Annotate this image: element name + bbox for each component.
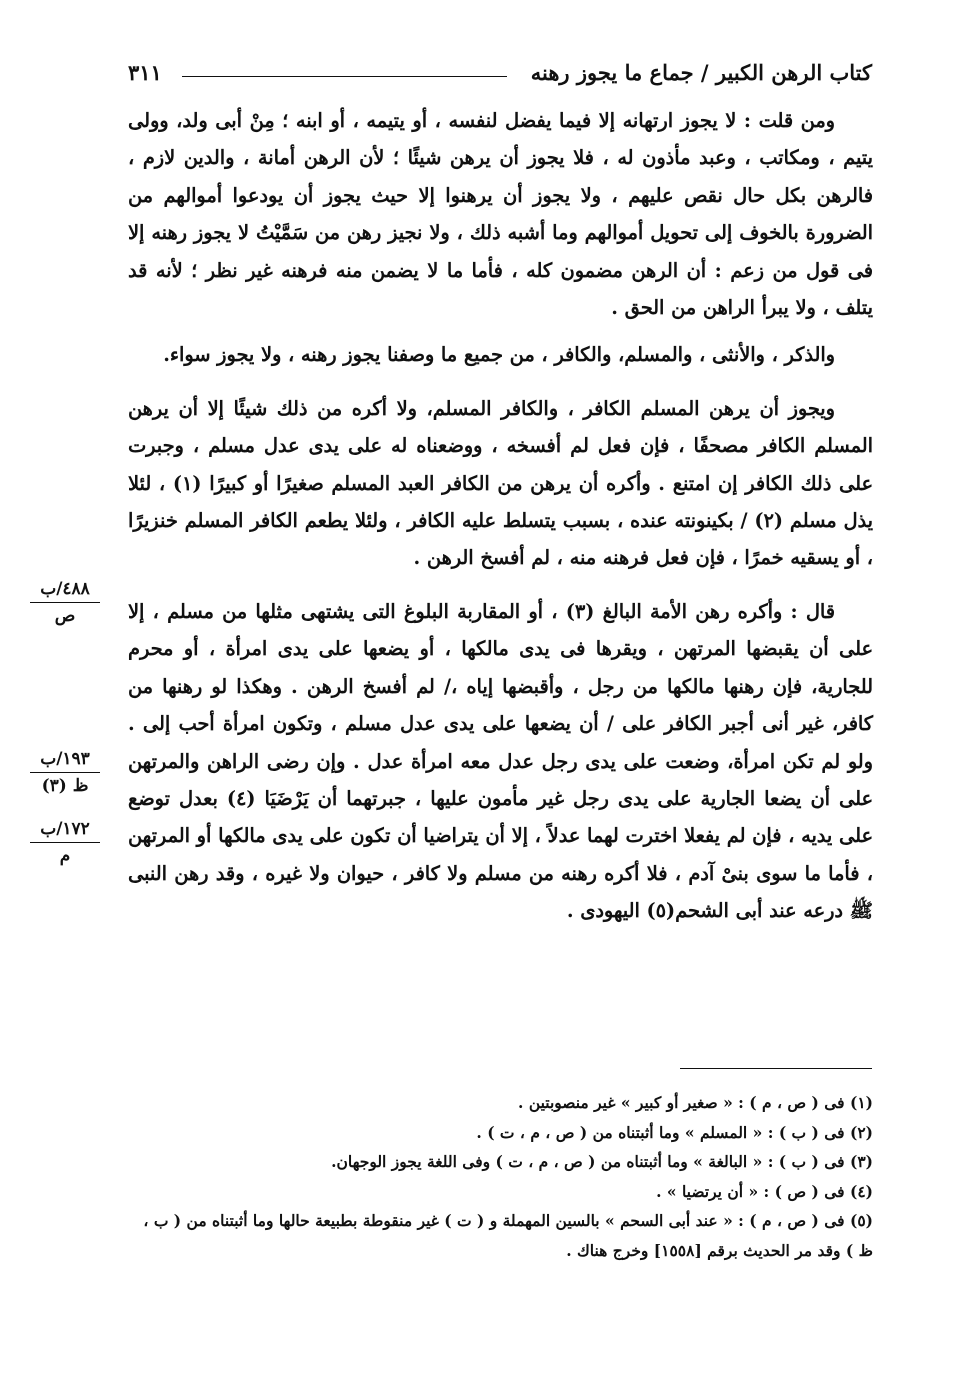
margin-note-source: ظ (٣) [41,776,89,796]
margin-note [30,578,100,627]
footnote: (٤) فى ( ص ) : « أن يرتضيا » . [656,1181,873,1201]
paragraph [128,390,873,577]
body-text [128,102,873,946]
margin-note-source: م [59,846,71,866]
paragraph [128,336,873,373]
margin-note-folio: ٤٨٨/ب [30,578,100,603]
footnote: (٣) فى ( ب ) : « البالغة » وما أثبتناه من ( ص ، م ، ت ) وفى اللغة يجوز الوجهان. [331,1152,873,1171]
footnotes [128,1088,873,1265]
paragraph-lead: قال : [790,599,835,623]
page-header [120,58,872,94]
paragraph-text: ويجوز أن يرهن المسلم الكافر ، والكافر المسلم، ولا أكره من ذلك شيئًا إلا أن يرهن المسلم الكافر مصحفًا ، فإن فعل لم أفسخه ، ووضعناه له على يدى عدل مسلم ، وجبرت على ذلك الكافر إن امتنع . وأكره أن يرهن من الكافر العبد المسلم صغيرًا أو كبيرًا (١) ، لئلا يذل مسلم (٢) / بكينونته عنده ، بسبب يتسلط عليه الكافر ، ولئلا يطعم الكافر المسلم خنزيرًا ، أو يسقيه خمرًا ، فإن فعل فرهنه منه ، لم أفسخ الرهن . [128,396,873,570]
paragraph-text: والذكر ، والأنثى ، والمسلم، والكافر ، من جميع ما وصفنا يجوز رهنه ، ولا يجوز سواء. [163,343,835,367]
margin-note-folio: ١٧٢/ب [30,818,100,843]
footnote: (١) فى ( ص ، م ) : « صغير أو كبير » غير منصوبتين . [518,1093,873,1112]
header-rule [182,76,507,77]
page-number: ٣١١ [128,60,162,85]
running-title: كتاب الرهن الكبير / جماع ما يجوز رهنه [530,60,872,85]
footnote: (٢) فى ( ب ) : « المسلم » وما أثبتناه من ( ص ، م ، ت ) . [476,1122,873,1142]
paragraph-text: ومن قلت : لا يجوز ارتهانه إلا فيما يفضل لنفسه ، أو يتيمه ، أو ابنه ؛ مِنْ أبى ولد، وولى يتيم ، ومكاتب ، وعبد مأذون له ، فلا يجوز أن يرهن شيئًا ؛ لأن الرهن أمانة ، والدين لازم ، فالرهن بكل حال نقص عليهم ، ولا يجوز أن يرهنوا إلا حيث يجوز أن يودعوا أموالهم من الضرورة بالخوف إلى تحويل أموالهم وما أشبه ذلك ، ولا نجيز رهن من سَمَّيْتُ لا يجوز رهنه إلا فى قول من زعم : أن الرهن مضمون كله ، فأما ما لا يضمن منه فرهنه غير نظر ؛ لأنه قد يتلف ، ولا يبرأ الراهن من الحق . [128,109,873,320]
margin-note [30,748,100,797]
paragraph-text: وأكره رهن الأمة البالغ (٣) ، أو المقاربة البلوغ التى يشتهى مثلها من مسلم ، إلا على أن يقبضها المرتهن ، ويقرها فى يدى مالكها ، أو يضعها على يدى امرأة ، أو محرم للجارية، فإن رهنها مالكها من رجل ، وأقبضها إياه ،/ لم أفسخ الرهن . وهكذا لو رهنها من كافر، غير أنى أجبر الكافر على / أن يضعها على يدى عدل مسلم ، وتكون امرأة أحب إلى . ولو لم تكن امرأة، وضعت على يدى رجل عدل معه امرأة عدل . وإن رضى الراهن والمرتهن على أن يضعا الجارية على يدى رجل غير مأمون عليها ، جبرتهما أن يَرْضَيَا (٤) بعدل توضع على يديه ، فإن لم يفعلا اخترت لهما عدلاً ، إلا أن يتراضيا أن تكون على يدى مالكها أو المرتهن ، فأما ما سوى بنىْ آدم ، فلا أكره رهنه من مسلم ولا كافر ، حيوان ولا غيره ، وقد رهن النبى ﷺ درعه عند أبى الشحم(٥) اليهودى . [128,599,873,923]
margin-note-source: ص [54,606,76,626]
margin-note-folio: ١٩٣/ب [30,748,100,773]
paragraph [128,102,873,326]
footnote: (٥) فى ( ص ، م ) : « عند أبى السحم » بالسين المهملة و ( ت ) غير منقوطة بطبيعة حالها وما أثبتناه من ( ب ، ظ ) وقد مر الحديث برقم [١٥٥٨] وخرج هناك . [143,1211,873,1260]
paragraph [128,593,873,930]
margin-note [30,818,100,867]
footnote-rule [680,1068,872,1069]
